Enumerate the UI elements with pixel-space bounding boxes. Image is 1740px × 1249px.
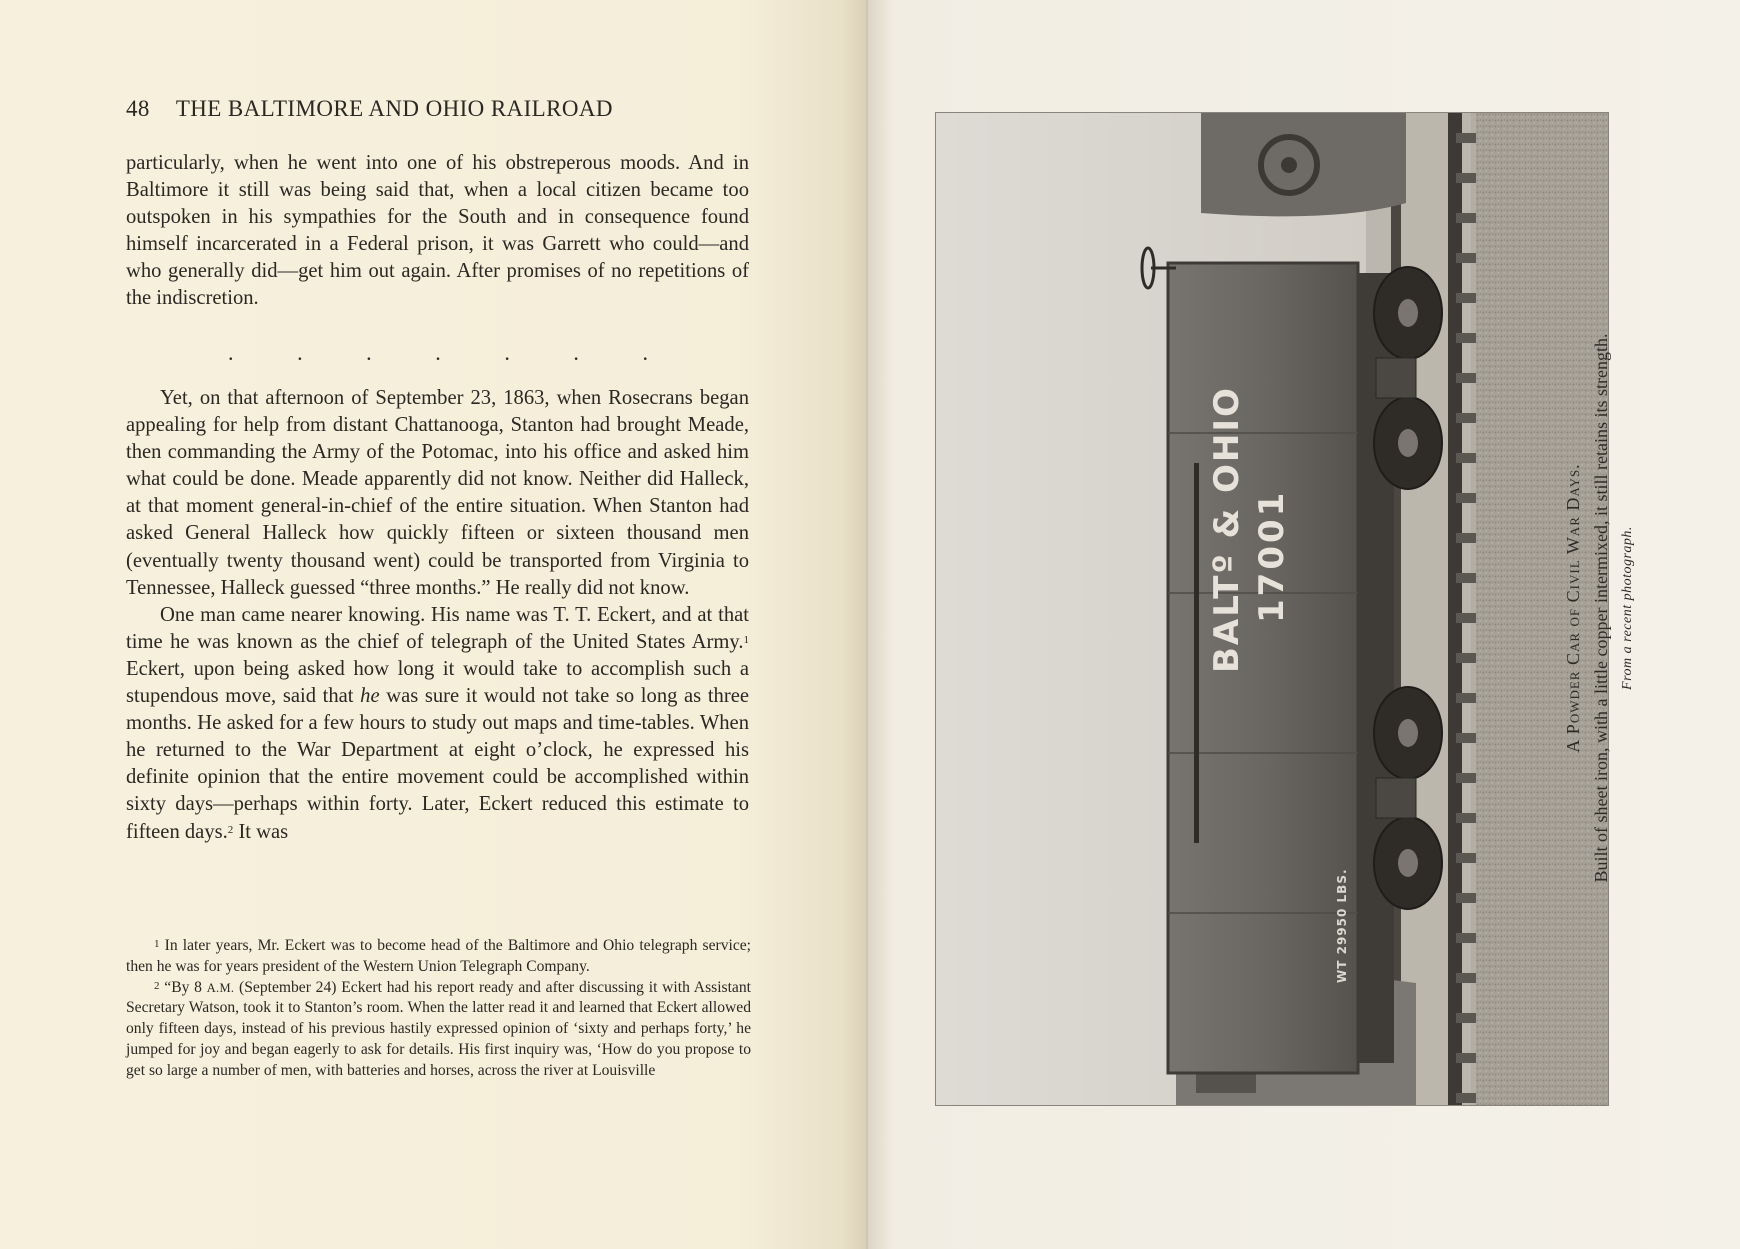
left-page xyxy=(0,0,868,1249)
paragraph-3-emphasis: he xyxy=(360,685,380,708)
footnote-2-text-a: “By 8 xyxy=(159,978,207,996)
section-break-dots xyxy=(228,340,648,365)
page-number: 48 xyxy=(126,96,150,121)
footnote-2-mark: 2 xyxy=(154,979,160,992)
dot: . xyxy=(642,340,648,365)
paragraph-1: particularly, when he went into one of his obstreperous moods. And in Baltimore it still was being said that, when a local citizen became too outspoken in his sympathies for the South and in consequence found himself incarcerated in a Federal prison, it was Garrett who could—and who generally did—get him out again. After promises of no repetitions of the indiscretion. xyxy=(126,152,749,310)
paragraph-3-part-a: One man came nearer knowing. His name was T. T. Eckert, and at that time he was known as the chief of telegraph of the United States Army. xyxy=(126,603,749,653)
car-weight-stencil: WT 29950 LBS. xyxy=(1335,868,1349,983)
dot: . xyxy=(366,340,372,365)
running-head-title: THE BALTIMORE AND OHIO RAILROAD xyxy=(175,96,613,121)
photo-caption xyxy=(1559,158,1641,1058)
paragraph-3-part-d: It was xyxy=(233,820,289,843)
powder-car-photograph xyxy=(936,113,1608,1105)
footnotes xyxy=(126,936,751,1082)
caption-source: From a recent photograph. xyxy=(1620,526,1635,690)
photo-illustration xyxy=(936,113,1608,1105)
footnote-1 xyxy=(126,936,751,978)
footnote-2-text-b: (September 24) Eckert had his report ready and after discussing it with Assistant Secretary Watson, took it to Stanton’s room. When the latter read it and learned that Eckert allowed only fifteen days, instead of his previous hastily expressed opinion of ‘sixty and perhaps forty,’ he jumped for joy and began eagerly to ask for details. His first inquiry was, ‘How do you propose to get so large a number of men, with batteries and horses, across the river at Louisville xyxy=(126,978,751,1079)
caption-description: Built of sheet iron, with a little copper intermixed, it still retains its strength. xyxy=(1591,333,1611,883)
paragraph-3-part-c: was sure it would not take so long as three months. He asked for a few hours to study out maps and time-tables. When he returned to the War Department at eight o’clock, he expressed his definite opinion that the entire movement could be accomplished within sixty days—perhaps within forty. Later, Eckert reduced this estimate to fifteen days. xyxy=(126,685,749,843)
paragraph-3 xyxy=(126,602,749,846)
body-text-top xyxy=(126,150,749,313)
running-head xyxy=(126,96,613,122)
paragraph-3-part-b: Eckert, upon being asked how long it would take to accomplish such a stupendous move, said that xyxy=(126,657,749,708)
footnote-1-mark: 1 xyxy=(154,938,160,950)
body-text-main xyxy=(126,385,749,846)
footnote-ref-1: 1 xyxy=(743,633,749,646)
caption-title: A Powder Car of Civil War Days. xyxy=(1563,463,1583,753)
footnote-2 xyxy=(126,978,751,1082)
car-lettering-line-1: BALTº & OHIO xyxy=(1207,386,1247,673)
dot: . xyxy=(435,340,441,365)
footnote-ref-2: 2 xyxy=(227,823,234,836)
paragraph-2: Yet, on that afternoon of September 23, 1863, when Rosecrans began appealing for help from distant Chattanooga, Stanton had brought Meade, then commanding the Army of the Potomac, into his office and asked him what could be done. Meade apparently did not know. Neither did Halleck, at that moment general-in-chief of the entire situation. When Stanton had asked General Halleck how quickly fifteen or sixteen thousand men (eventually twenty thousand went) could be transported from Virginia to Tennessee, Halleck guessed “three months.” He really did not know. xyxy=(126,387,749,599)
dot: . xyxy=(573,340,579,365)
footnote-1-text: In later years, Mr. Eckert was to become head of the Baltimore and Ohio telegraph service; then he was for years president of the Western Union Telegraph Company. xyxy=(126,937,751,975)
dot: . xyxy=(297,340,303,365)
dot: . xyxy=(504,340,510,365)
footnote-2-small-caps: A.M. xyxy=(206,980,235,995)
dot: . xyxy=(228,340,234,365)
car-lettering-line-2: 17001 xyxy=(1252,489,1292,623)
